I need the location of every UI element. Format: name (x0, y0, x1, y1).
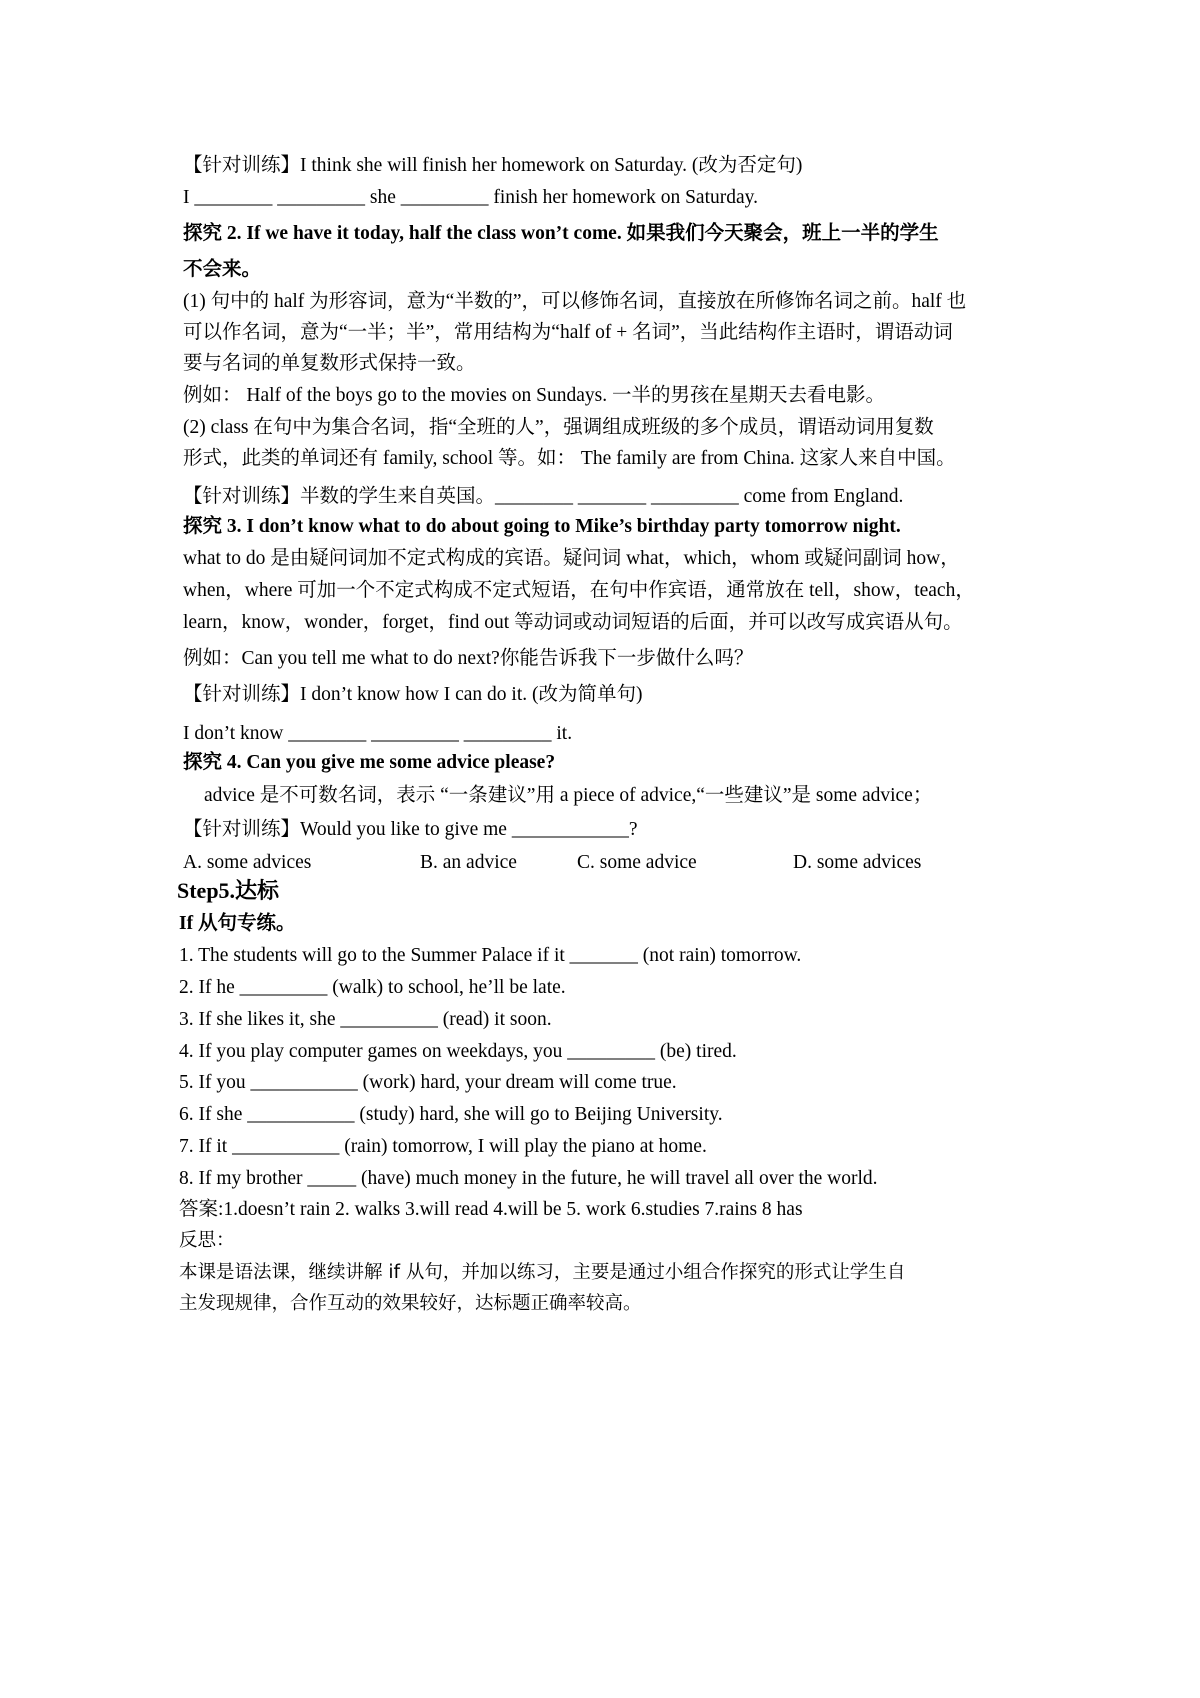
reflection-text-cont: 主发现规律，合作互动的效果较好，达标题正确率较高。 (179, 1293, 642, 1314)
explore-2-heading-cont: 不会来。 (183, 259, 262, 280)
explore-3-example: 例如：Can you tell me what to do next?你能告诉我下一步做什么吗？ (183, 648, 754, 669)
step5-heading: Step5.达标 (177, 878, 280, 903)
exercise-1: 1. The students will go to the Summer Palace if it _______ (not rain) tomorrow. (179, 945, 802, 966)
explore-3-note-cont: when，where 可加一个不定式构成不定式短语，在句中作宾语，通常放在 tell，show，teach， (183, 580, 975, 601)
if-clause-subheading: If 从句专练。 (179, 913, 296, 934)
practice-3-blanks: I don’t know ________ _________ _________ it. (183, 723, 573, 744)
option-b: B. an advice (420, 852, 517, 873)
practice-2-question: 【针对训练】半数的学生来自英国。________ _______ _________ come from England. (183, 486, 904, 507)
practice-1-question: 【针对训练】I think she will finish her homework on Saturday. (改为否定句) (183, 155, 803, 176)
explore-4-note: advice 是不可数名词，表示 “一条建议”用 a piece of advice,“一些建议”是 some advice； (204, 785, 933, 806)
explore-2-example-1: 例如： Half of the boys go to the movies on Sundays. 一半的男孩在星期天去看电影。 (183, 385, 885, 406)
reflection-text: 本课是语法课，继续讲解 if 从句，并加以练习，主要是通过小组合作探究的形式让学生自 (179, 1262, 906, 1283)
practice-3-question: 【针对训练】I don’t know how I can do it. (改为简单句) (183, 684, 643, 705)
explore-2-note-2-cont: 形式，此类的单词还有 family, school 等。如： The family are from China. 这家人来自中国。 (183, 448, 956, 469)
explore-2-note-1: (1) 句中的 half 为形容词，意为“半数的”，可以修饰名词，直接放在所修饰名词之前。half 也 (183, 291, 967, 312)
practice-4-question: 【针对训练】Would you like to give me ____________? (183, 819, 638, 840)
exercise-2: 2. If he _________ (walk) to school, he’ll be late. (179, 977, 566, 998)
exercise-7: 7. If it ___________ (rain) tomorrow, I will play the piano at home. (179, 1136, 707, 1157)
option-d: D. some advices (793, 852, 922, 873)
exercise-4: 4. If you play computer games on weekdays, you _________ (be) tired. (179, 1041, 737, 1062)
explore-3-note: what to do 是由疑问词加不定式构成的宾语。疑问词 what，which，whom 或疑问副词 how， (183, 548, 960, 569)
exercise-3: 3. If she likes it, she __________ (read) it soon. (179, 1009, 552, 1030)
exercise-5: 5. If you ___________ (work) hard, your dream will come true. (179, 1072, 677, 1093)
explore-2-heading: 探究 2. If we have it today, half the class won’t come. 如果我们今天聚会，班上一半的学生 (183, 223, 939, 244)
explore-2-note-2: (2) class 在句中为集合名词，指“全班的人”，强调组成班级的多个成员，谓语动词用复数 (183, 417, 934, 438)
answer-key: 答案:1.doesn’t rain 2. walks 3.will read 4.will be 5. work 6.studies 7.rains 8 has (179, 1199, 803, 1220)
option-c: C. some advice (577, 852, 697, 873)
practice-1-blanks: I ________ _________ she _________ finish her homework on Saturday. (183, 187, 759, 208)
option-a: A. some advices (183, 852, 312, 873)
explore-4-heading: 探究 4. Can you give me some advice please? (183, 752, 556, 773)
explore-2-note-1-cont: 可以作名词，意为“一半；半”，常用结构为“half of + 名词”，当此结构作主语时，谓语动词 (183, 322, 953, 343)
reflection-label: 反思： (179, 1230, 235, 1251)
explore-3-note-end: learn，know，wonder，forget，find out 等动词或动词短语的后面，并可以改写成宾语从句。 (183, 612, 963, 633)
explore-3-heading: 探究 3. I don’t know what to do about going to Mike’s birthday party tomorrow night. (183, 516, 901, 537)
explore-2-note-1-end: 要与名词的单复数形式保持一致。 (183, 353, 476, 374)
exercise-6: 6. If she ___________ (study) hard, she will go to Beijing University. (179, 1104, 723, 1125)
exercise-8: 8. If my brother _____ (have) much money in the future, he will travel all over the world. (179, 1168, 878, 1189)
